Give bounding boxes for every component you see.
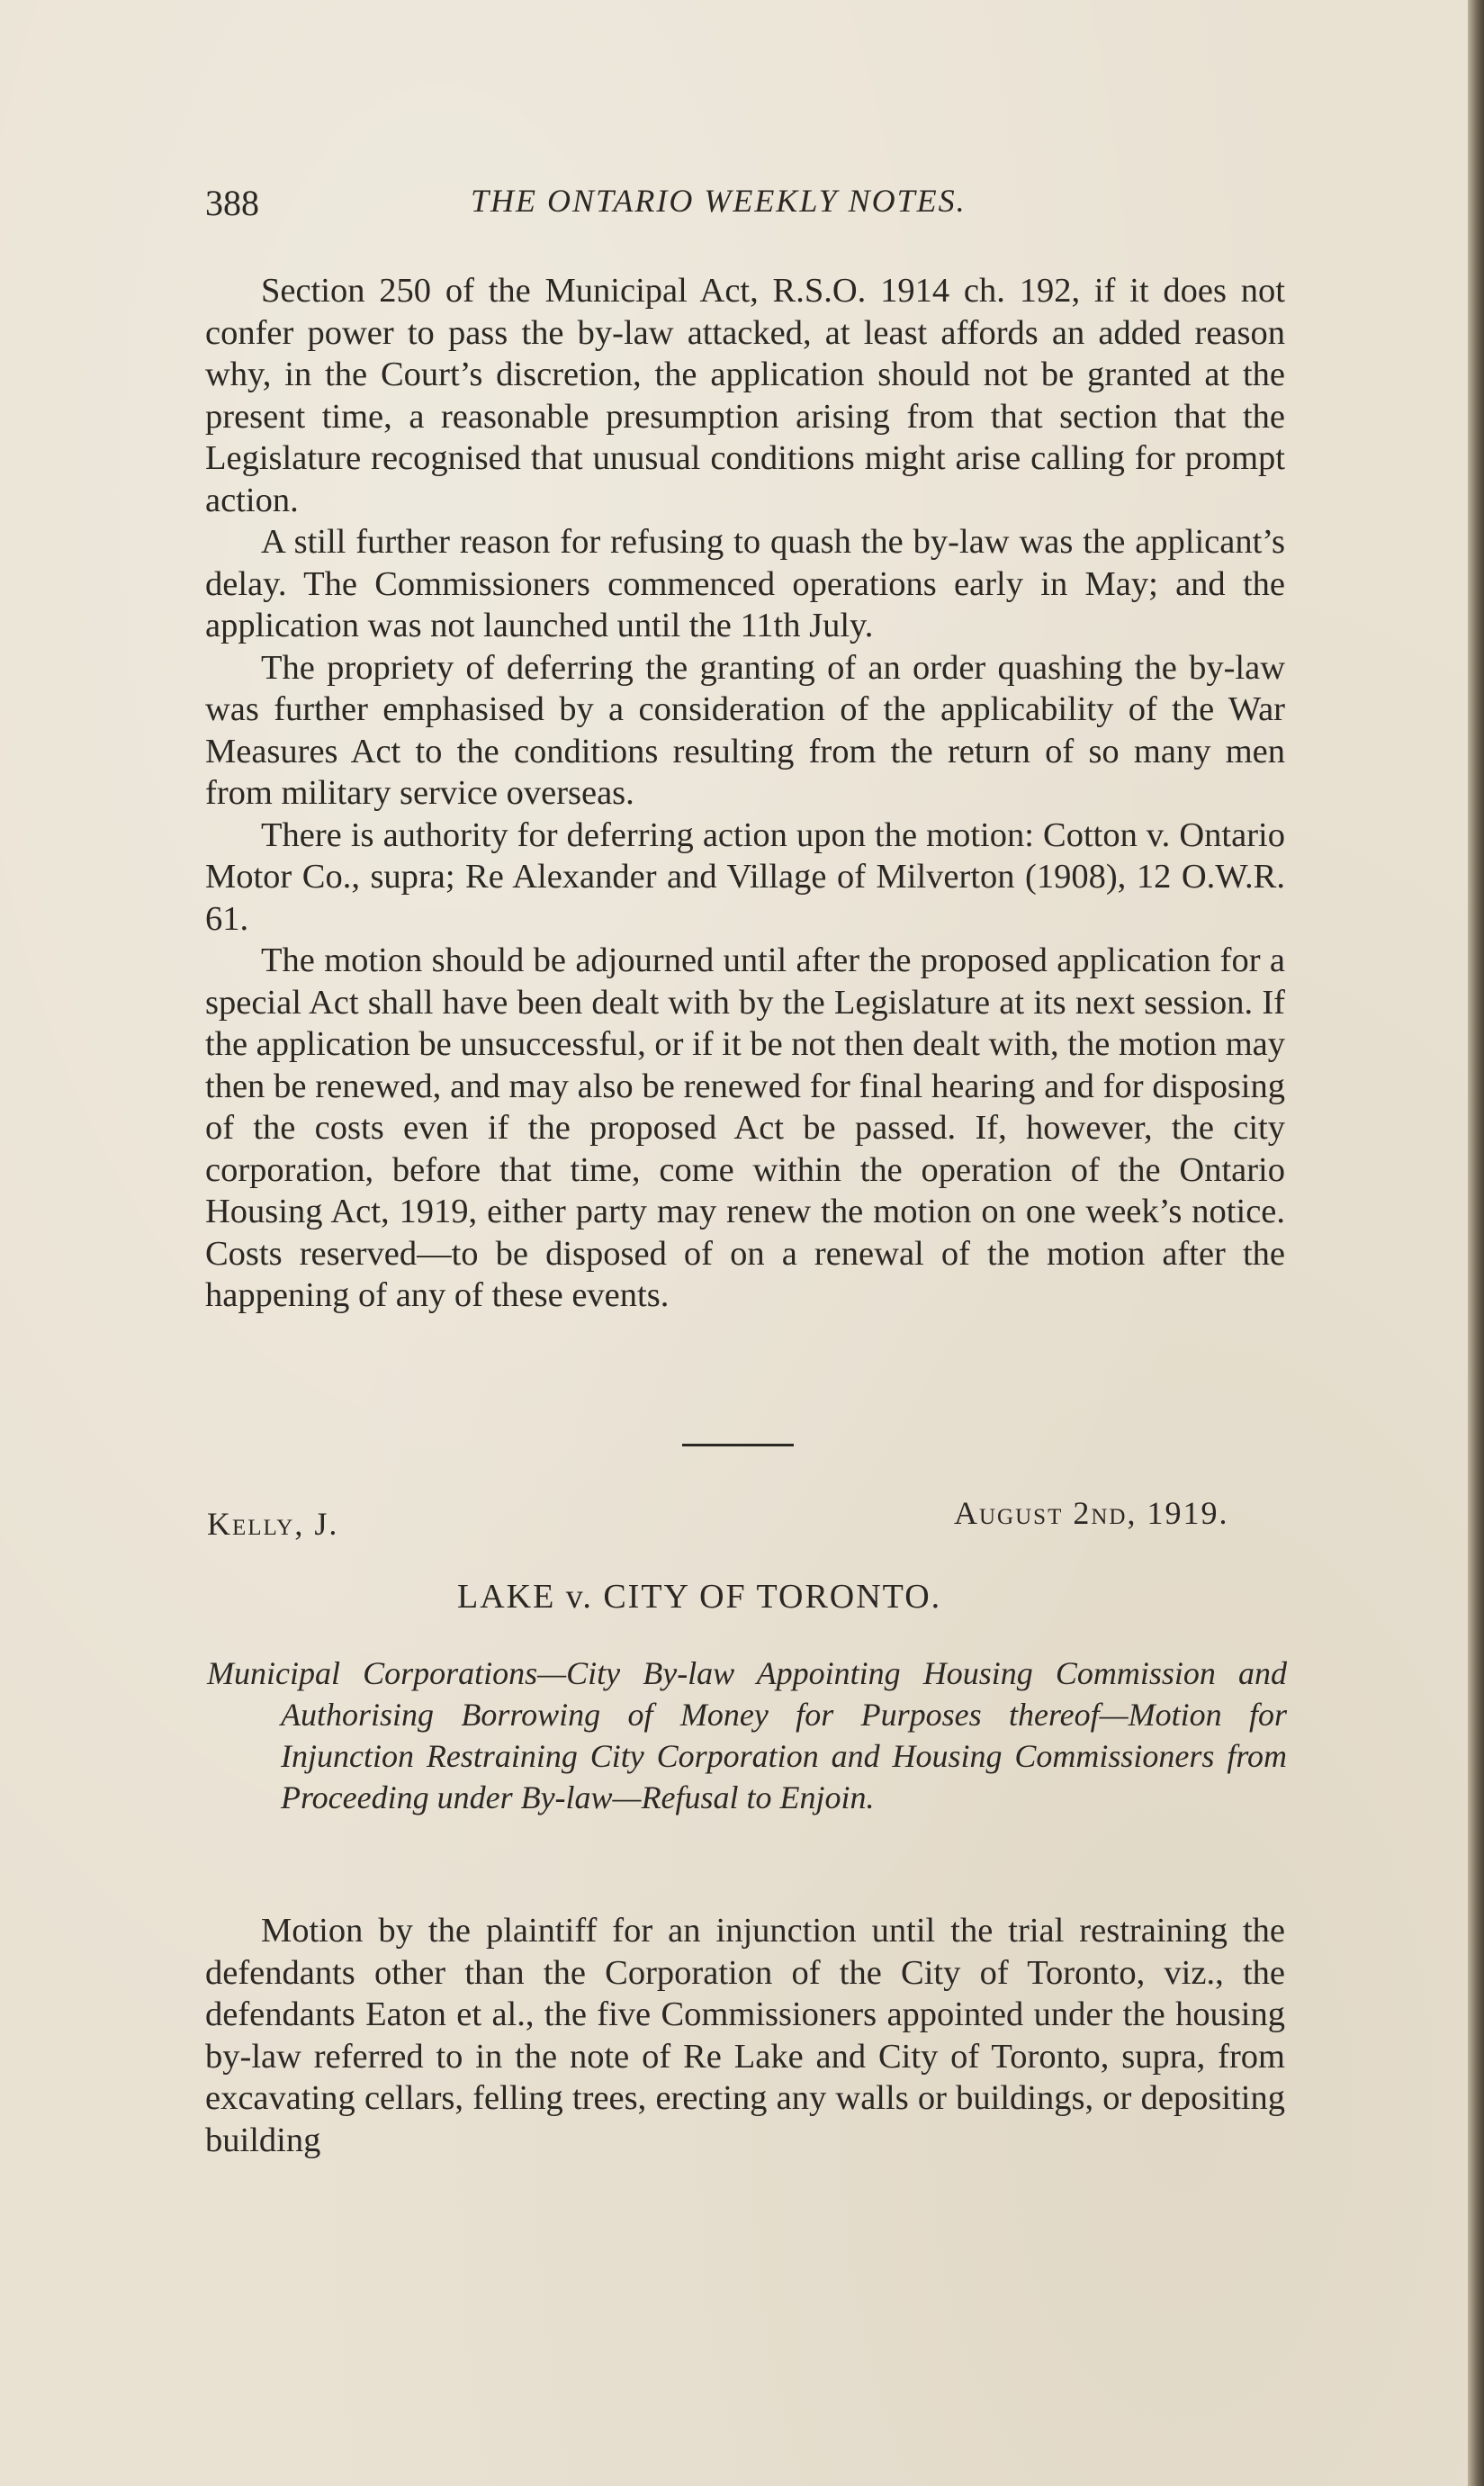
judgment-date: August 2nd, 1919. [954, 1495, 1229, 1531]
paragraph-motion-adjourned: The motion should be adjourned until after the proposed application for a special Act shall have been dealt with by the Legislature at its next session. If the application be unsuccessful, or if it be not then dealt with, the motion may then be renewed, and may also be renewed for final hearing and for disposing of the costs even if the proposed Act be passed. If, however, the city corporation, before that time, come within the operation of the Ontario Housing Act, 1919, either party may renew the motion on one week’s notice. Costs reserved—to be disposed of on a renewal of the motion after the happening of any of these events. [205, 941, 1285, 1314]
page-number: 388 [205, 183, 259, 223]
paragraph-authority: There is authority for deferring action upon the motion: Cotton v. Ontario Motor Co., supra; Re Alexander and Village of Milverton (1908), 12 O.W.R. 61. [205, 815, 1285, 938]
paragraph-motion-injunction: Motion by the plaintiff for an injunction until the trial restraining the defendants other than the Corporation of the City of Toronto, viz., the defendants Eaton et al., the five Commissioners appointed under the housing by-law referred to in the note of Re Lake and City of Toronto, supra, from excavating cellars, felling trees, erecting any walls or buildings, or depositing building [205, 1912, 1285, 2159]
paragraph-section-250: Section 250 of the Municipal Act, R.S.O. 1914 ch. 192, if it does not confer power to pass the by-law attacked, at least affords an added reason why, in the Court’s discretion, the application should not be granted at the present time, a reasonable presumption arising from that section that the Legislature recognised that unusual conditions might arise calling for prompt action. [205, 272, 1285, 519]
section-divider [682, 1444, 794, 1446]
judge-name: Kelly, J. [207, 1506, 339, 1542]
paragraph-war-measures: The propriety of deferring the granting of an order quashing the by-law was further emphasised by a consideration of the applicability of the War Measures Act to the conditions resulting from the return of so many men from military service overseas. [205, 648, 1285, 812]
case-headnote: Municipal Corporations—City By-law Appointing Housing Commission and Authorising Borrowing of Money for Purposes thereof—Motion for Injunction Restraining City Corporation and Housing Commissioners from Proceeding under By-law—Refusal to Enjoin. [207, 1655, 1287, 1815]
page-header [205, 182, 1294, 227]
case-title: LAKE v. CITY OF TORONTO. [457, 1578, 942, 1616]
continued-judgment-text [205, 270, 1285, 1317]
page-edge-shadow [1468, 0, 1484, 2486]
new-case-text [205, 1910, 1285, 2161]
running-head: THE ONTARIO WEEKLY NOTES. [471, 183, 967, 219]
paragraph-applicant-delay: A still further reason for refusing to quash the by-law was the applicant’s delay. The Commissioners commenced operations early in May; and the application was not launched until the 11th July. [205, 523, 1285, 644]
